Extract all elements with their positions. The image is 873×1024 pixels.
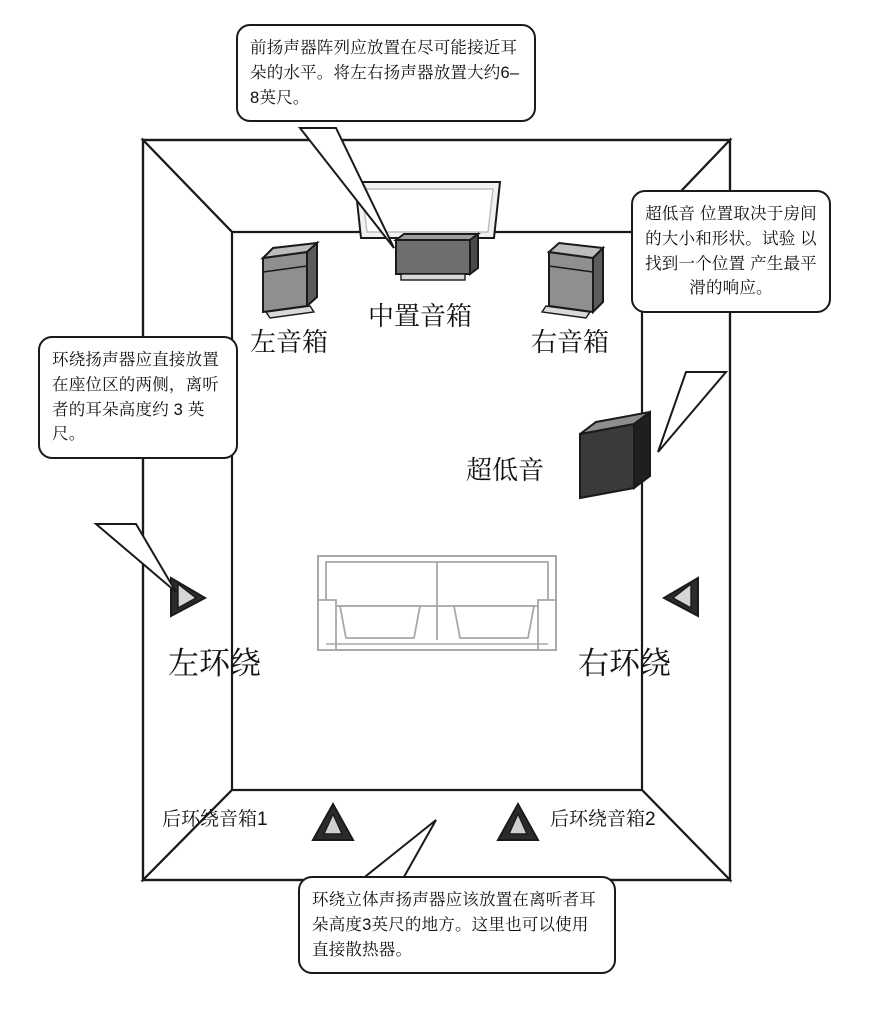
label-back-surround-1: 后环绕音箱1 (162, 809, 268, 830)
label-back-surround-2: 后环绕音箱2 (550, 809, 656, 830)
label-right-speaker: 右音箱 (531, 327, 610, 357)
left-speaker-object (263, 243, 317, 318)
callout-front-speakers: 前扬声器阵列应放置在尽可能接近耳朵的水平。将左右扬声器放置大约6–8英尺。 (236, 24, 536, 122)
subwoofer-object (580, 412, 650, 498)
callout-back-surround-speakers: 环绕立体声扬声器应该放置在离听者耳朵高度3英尺的地方。这里也可以使用直接散热器。 (298, 876, 616, 974)
label-right-surround: 右环绕 (578, 646, 671, 681)
label-left-speaker: 左音箱 (250, 327, 329, 357)
room-left-wall (143, 140, 232, 880)
label-left-surround: 左环绕 (168, 646, 261, 681)
label-subwoofer: 超低音 (466, 455, 545, 485)
right-speaker-object (542, 243, 603, 318)
callout-subwoofer: 超低音 位置取决于房间的大小和形状。试验 以找到一个位置 产生最平滑的响应。 (631, 190, 831, 313)
center-speaker-object (396, 234, 478, 280)
label-center-speaker: 中置音箱 (368, 301, 473, 331)
sofa-object (318, 556, 556, 650)
callout-surround-speakers: 环绕扬声器应直接放置在座位区的两侧，离听者的耳朵高度约 3 英尺。 (38, 336, 238, 459)
